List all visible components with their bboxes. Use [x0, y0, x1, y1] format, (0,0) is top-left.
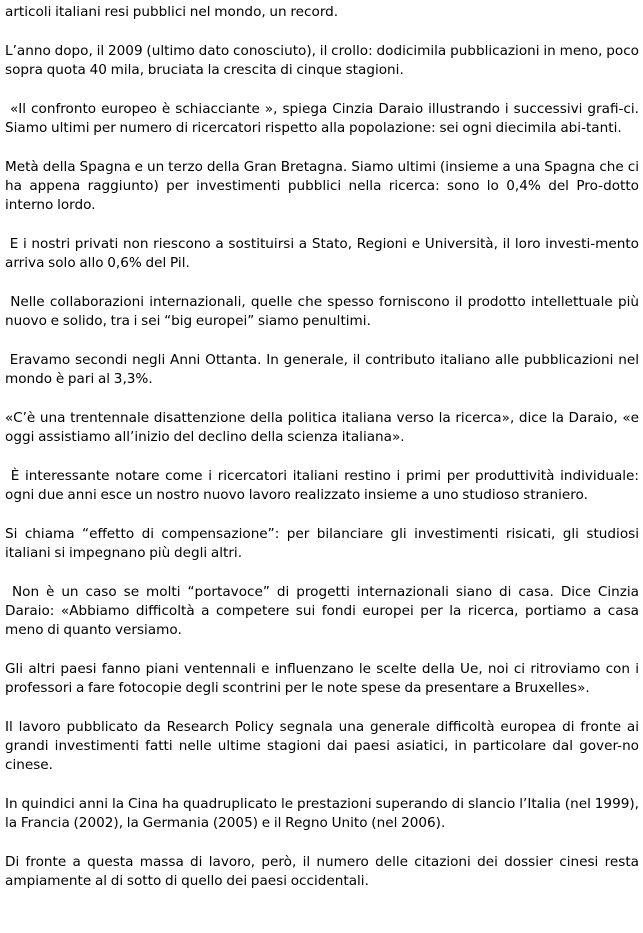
- paragraph-8: «C’è una trentennale disattenzione della politica italiana verso la ricerca», dice la Daraio, «e oggi assistiamo all’inizio del declino della scienza italiana».: [5, 410, 643, 445]
- paragraph-1: articoli italiani resi pubblici nel mondo, un record.: [5, 4, 339, 20]
- paragraph-12: Gli altri paesi fanno piani ventennali e influenzano le scelte della Ue, noi ci ritroviamo con i professori a fare fotocopie degli scontrini per le note spese da presentare a Bruxelles».: [5, 661, 643, 696]
- paragraph-9: È interessante notare come i ricercatori italiani restino i primi per produttività individuale: ogni due anni esce un nostro nuovo lavoro realizzato insieme a uno studioso straniero.: [5, 468, 643, 503]
- paragraph-13: Il lavoro pubblicato da Research Policy segnala una generale difficoltà europea di fronte ai grandi investimenti fatti nelle ultime stagioni dai paesi asiatici, in particolare dal gover-no cinese.: [5, 719, 643, 773]
- paragraph-15: Di fronte a questa massa di lavoro, però, il numero delle citazioni dei dossier cinesi resta ampiamente al di sotto di quello dei paesi occidentali.: [5, 854, 643, 889]
- paragraph-11: Non è un caso se molti “portavoce” di progetti internazionali siano di casa. Dice Cinzia Daraio: «Abbiamo difficoltà a competere sui fondi europei per la ricerca, portiamo a casa meno di quanto versiamo.: [5, 584, 643, 638]
- paragraph-7: Eravamo secondi negli Anni Ottanta. In generale, il contributo italiano alle pubblicazioni nel mondo è pari al 3,3%.: [5, 352, 643, 387]
- paragraph-4: Metà della Spagna e un terzo della Gran Bretagna. Siamo ultimi (insieme a una Spagna che ci ha appena raggiunto) per investimenti pubblici nella ricerca: sono lo 0,4% del Pro-dotto interno lordo.: [5, 159, 643, 213]
- paragraph-6: Nelle collaborazioni internazionali, quelle che spesso forniscono il prodotto intellettuale più nuovo e solido, tra i sei “big europei” siamo penultimi.: [5, 294, 643, 329]
- paragraph-3: «Il confronto europeo è schiacciante », spiega Cinzia Daraio illustrando i successivi grafi-ci. Siamo ultimi per numero di ricercatori rispetto alla popolazione: sei ogni diecimila abi-tanti.: [5, 101, 643, 136]
- paragraph-5: E i nostri privati non riescono a sostituirsi a Stato, Regioni e Università, il loro investi-mento arriva solo allo 0,6% del Pil.: [5, 236, 643, 271]
- paragraph-2: L’anno dopo, il 2009 (ultimo dato conosciuto), il crollo: dodicimila pubblicazioni in meno, poco sopra quota 40 mila, bruciata la crescita di cinque stagioni.: [5, 43, 643, 78]
- paragraph-14: In quindici anni la Cina ha quadruplicato le prestazioni superando di slancio l’Italia (nel 1999), la Francia (2002), la Germania (2005) e il Regno Unito (nel 2006).: [5, 796, 643, 831]
- paragraph-10: Si chiama “effetto di compensazione”: per bilanciare gli investimenti risicati, gli studiosi italiani si impegnano più degli altri.: [5, 526, 643, 561]
